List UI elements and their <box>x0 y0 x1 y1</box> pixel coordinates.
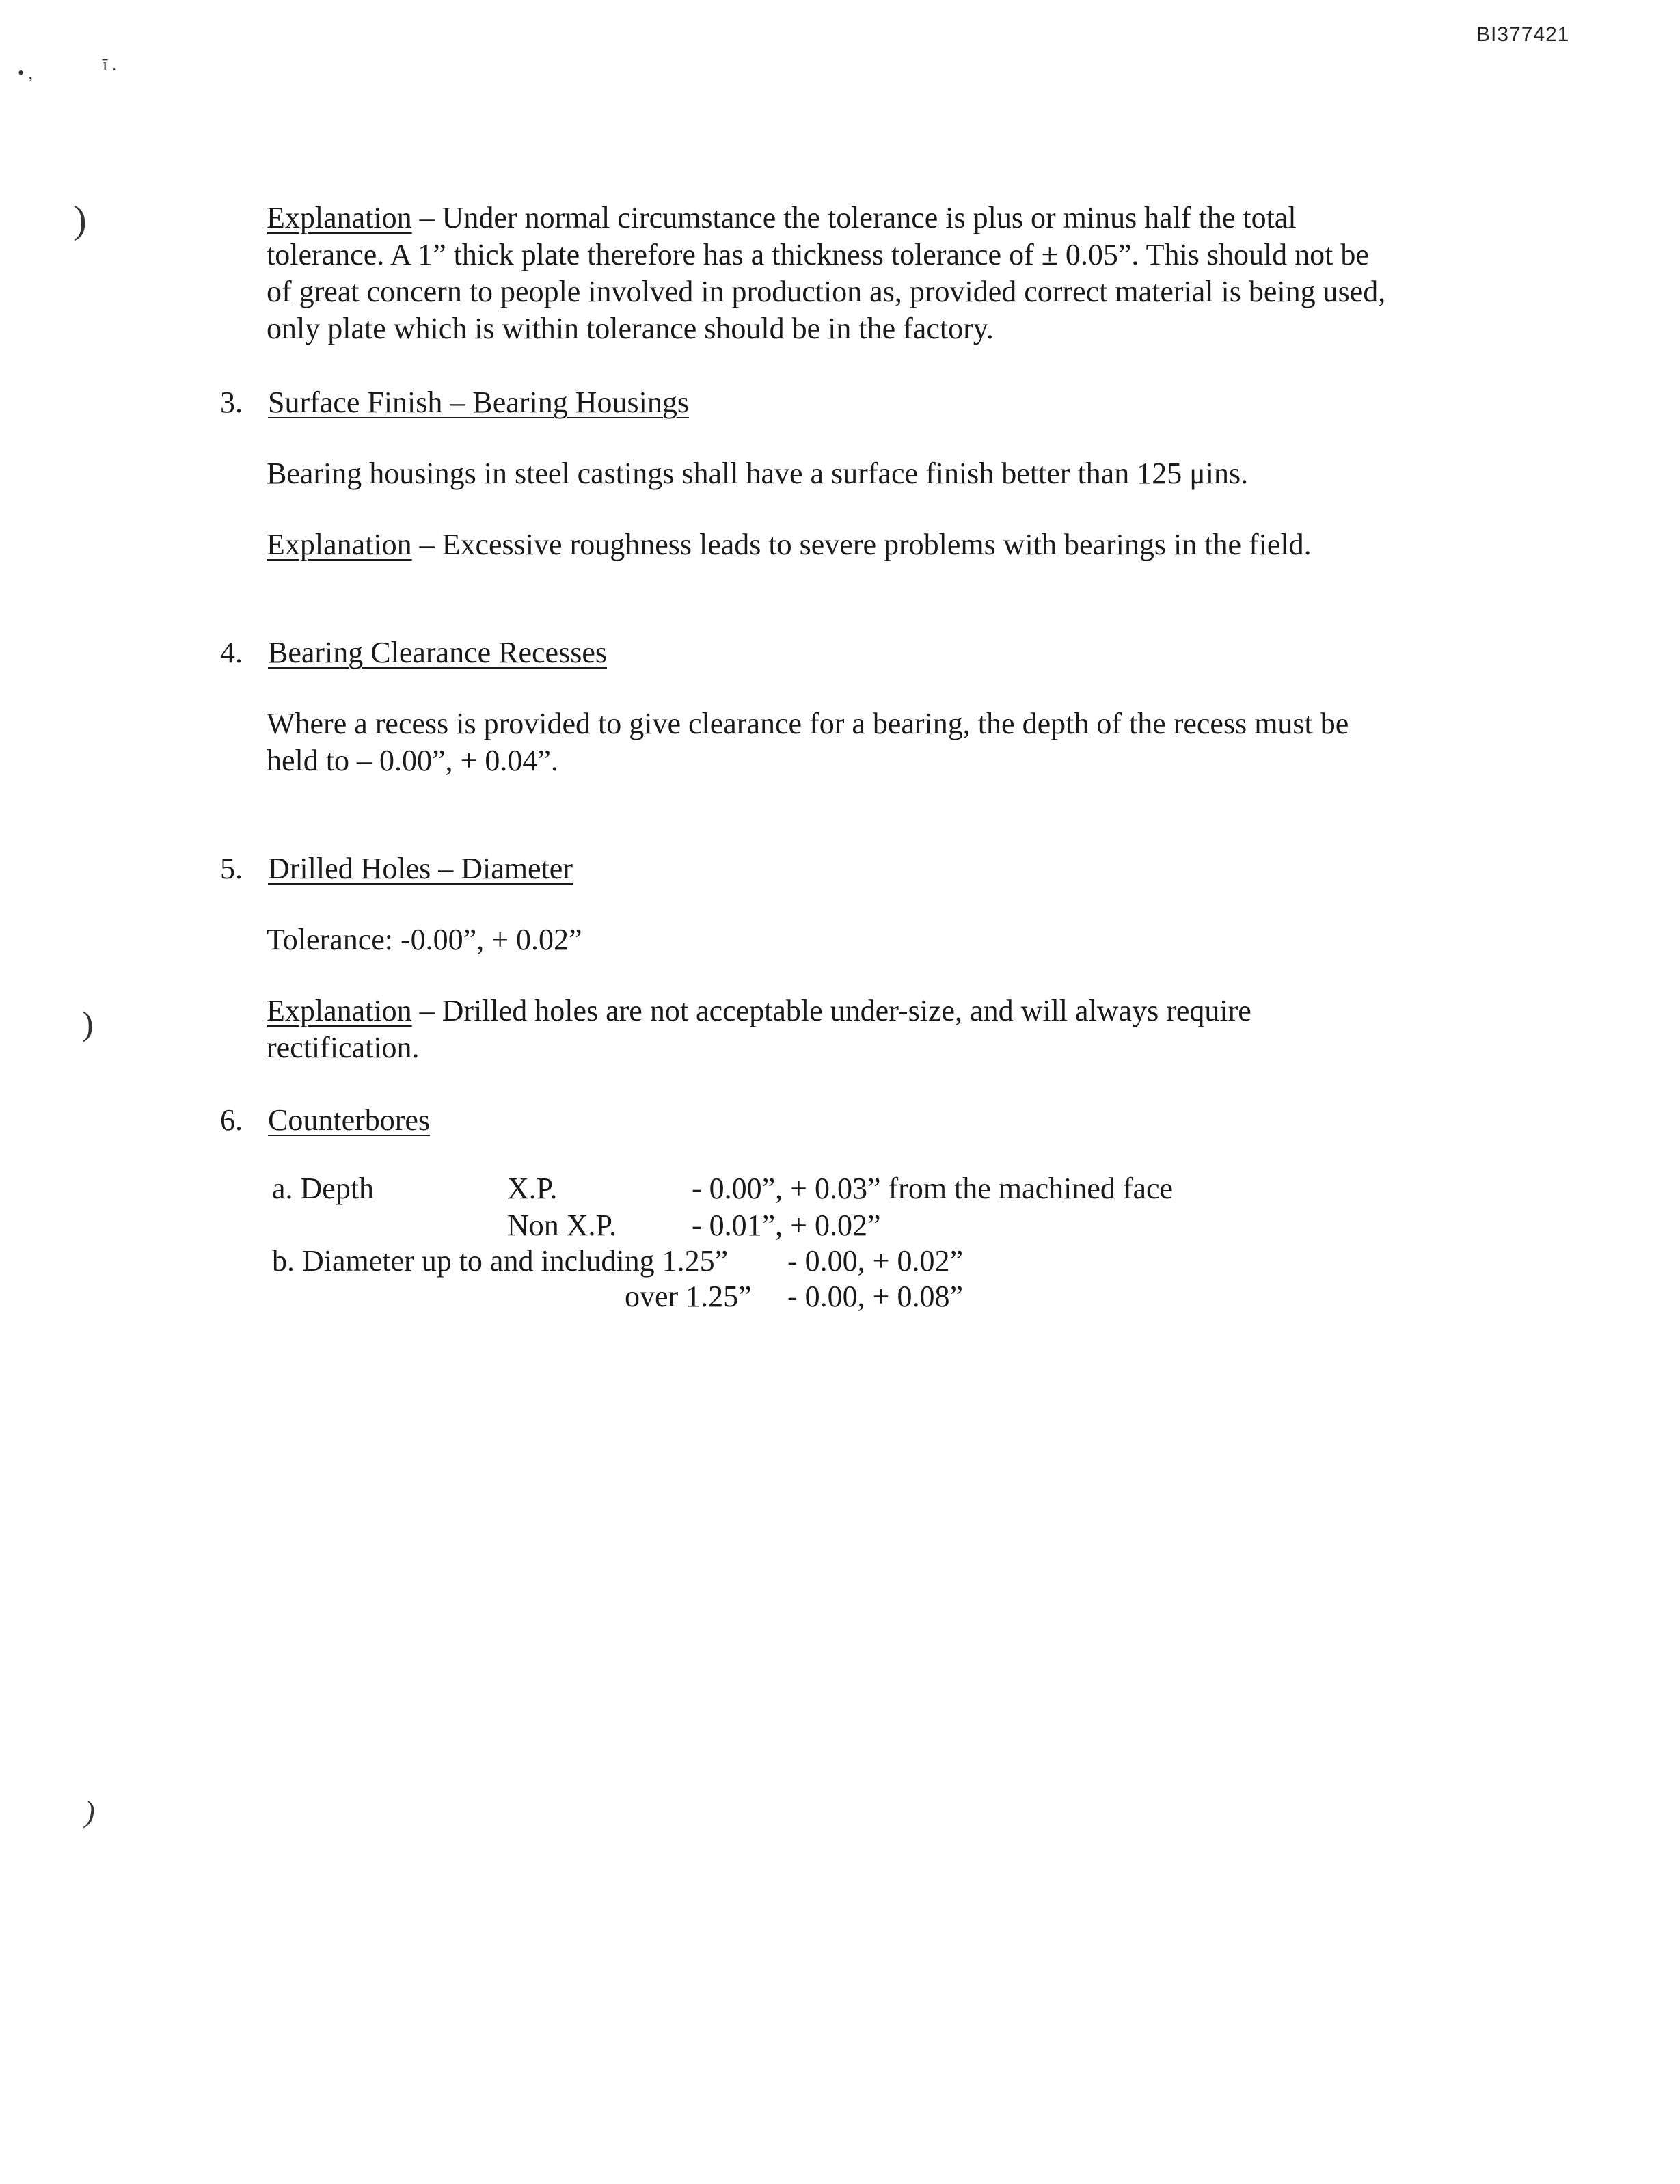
depth-xp-value: - 0.00”, + 0.03” from the machined face <box>692 1172 1174 1205</box>
explanation-label: Explanation <box>267 528 412 561</box>
section-4-title: Bearing Clearance Recesses <box>268 636 607 669</box>
explanation-label: Explanation <box>267 201 412 234</box>
scan-mark-paren-2: ) <box>82 1004 94 1042</box>
scan-mark-top-left: • , <box>18 63 33 83</box>
section-5-title: Drilled Holes – Diameter <box>268 852 573 885</box>
diameter-over-value: - 0.00, + 0.08” <box>787 1280 963 1313</box>
section-3-title: Surface Finish – Bearing Housings <box>268 386 689 419</box>
scan-mark-paren-3: ) <box>85 1795 95 1829</box>
scan-mark-top-left-2: ī . <box>103 55 117 75</box>
scan-mark-paren-1: ) <box>74 199 87 241</box>
section-3-body: Bearing housings in steel castings shall have a surface finish better than 125 μins. <box>267 457 1249 490</box>
intro-explanation-paragraph <box>267 200 1387 347</box>
section-5-explanation-text: – Drilled holes are not acceptable under-size, and will always require rectification. <box>267 994 1251 1064</box>
depth-xp-type: X.P. <box>507 1172 558 1205</box>
section-6-title: Counterbores <box>268 1103 431 1137</box>
diameter-label: b. Diameter up to and including 1.25” <box>272 1244 729 1278</box>
section-5-body: Tolerance: -0.00”, + 0.02” <box>267 923 582 956</box>
depth-label: a. Depth <box>272 1172 375 1205</box>
diameter-over-label: over 1.25” <box>625 1280 752 1313</box>
section-4-body: Where a recess is provided to give clearance for a bearing, the depth of the recess must be held to – 0.00”, + 0.04”. <box>267 707 1349 777</box>
intro-explanation-text: – Under normal circumstance the tolerance is plus or minus half the total tolerance. A 1” thick plate therefore has a thickness tolerance of ± 0.05”. This should not be of great concern to people involved in production as, provided correct material is being used, only plate which is within tolerance should be in the factory. <box>267 201 1386 345</box>
section-4-number: 4. <box>220 636 243 669</box>
section-6-number: 6. <box>220 1103 243 1137</box>
section-5-explanation <box>267 993 1387 1066</box>
section-3-explanation <box>267 526 1387 563</box>
document-id: BI377421 <box>1476 23 1570 46</box>
section-3-explanation-text: – Excessive roughness leads to severe problems with bearings in the field. <box>411 528 1312 561</box>
diameter-upto-value: - 0.00, + 0.02” <box>787 1244 963 1278</box>
depth-nonxp-value: - 0.01”, + 0.02” <box>692 1209 881 1242</box>
explanation-label: Explanation <box>267 994 412 1027</box>
section-3-number: 3. <box>220 386 243 419</box>
section-5-number: 5. <box>220 852 243 885</box>
depth-nonxp-type: Non X.P. <box>507 1209 617 1242</box>
